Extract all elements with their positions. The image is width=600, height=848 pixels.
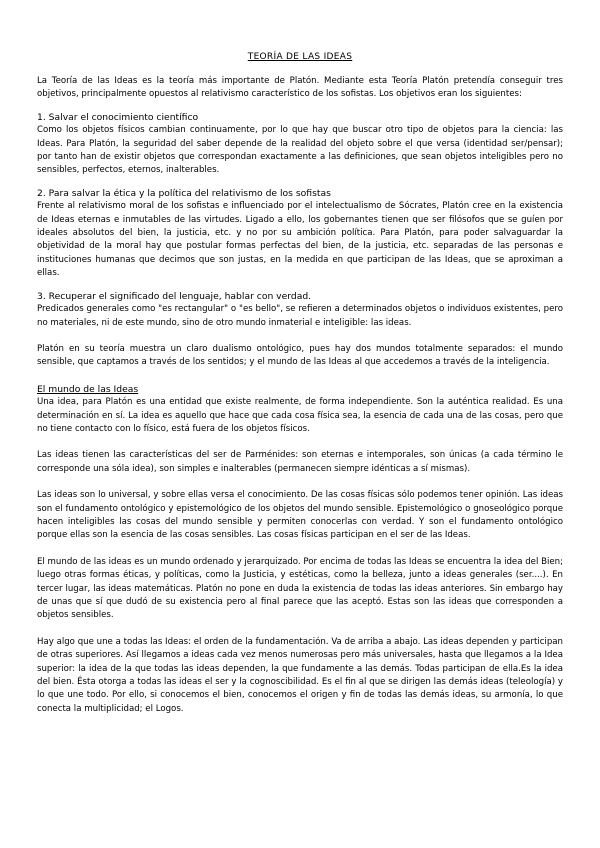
section-paragraph-4: El mundo de las ideas es un mundo ordenado y jerarquizado. Por encima de todas las Ideas se encuentra la idea del Bien; luego otras formas éticas, y políticas, como la Justicia, y estéticas, como la belleza, junto a ideas generales (ser....). En tercer lugar, las ideas matemáticas. Platón no pone en duda la existencia de todas las ideas anteriores. Sin embargo hay de unas que sí que dudó de su existencia pero al final parece que las aceptó. Estas son las ideas que corresponden a objetos sensibles.: [37, 556, 563, 621]
section-paragraph-5: Hay algo que une a todas las Ideas: el orden de la fundamentación. Va de arriba a abajo. Las ideas dependen y participan de otras superiores. Así llegamos a ideas cada vez menos numerosas pero más universales, hasta que llegamos a la Idea superior: la idea de la que todas las ideas dependen, la que fundamente a las demás. Todas participan de ella.Es la idea del bien. Ésta otorga a todas las ideas el ser y la cognoscibilidad. Es el fin al que se dirigen las demás ideas (teleología) y lo que une todo. Por ello, si conocemos el bien, conocemos el origen y fin de todas las demás ideas, su armonía, lo que conecta la multiplicidad; el Logos.: [37, 636, 563, 714]
objective-2-heading: 2. Para salvar la ética y la política del relativismo de los sofistas: [37, 187, 331, 199]
objective-1-heading: 1. Salvar el conocimiento científico: [37, 111, 199, 123]
objective-2-text: Frente al relativismo moral de los sofistas e influenciado por el intelectualismo de Sócrates, Platón cree en la existencia de Ideas eternas e inmutables de las virtudes. Ligado a ello, los gobernantes tienen que ser filósofos que se guíen por ideales absolutos del bien, la justicia, etc. y no por su ambición política. Para Platón, para poder salvaguardar la objetividad de la moral hay que postular formas perfectas del bien, de la justicia, etc. separadas de las personas e instituciones humanas que decimos que son justas, en la medida en que participan de las Ideas, que se aproximan a ellas.: [37, 201, 563, 279]
objective-3-text: Predicados generales como "es rectangular" o "es bello", se refieren a determinados objetos o individuos existentes, pero no materiales, ni de este mundo, sino de otro mundo inmaterial e inteligible: las ideas.: [37, 304, 563, 328]
section-paragraph-3: Las ideas son lo universal, y sobre ellas versa el conocimiento. De las cosas físicas sólo podemos tener opinión. Las ideas son el fundamento ontológico y epistemológico de los objetos del mundo sensible. Epistemológico o gnoseológico porque hacen inteligibles las cosas del mundo sensible y permiten conocerlas con verdad. Y son el fundamento ontológico porque ellas son la esencia de las cosas sensibles. Las cosas físicas participan en el ser de las Ideas.: [37, 490, 563, 541]
dualism-paragraph: Platón en su teoría muestra un claro dualismo ontológico, pues hay dos mundos totalmente separados: el mundo sensible, que captamos a través de los sentidos; y el mundo de las Ideas al que accedemos a través de la inteligencia.: [37, 343, 563, 368]
objective-3-heading: 3. Recuperar el significado del lenguaje, hablar con verdad.: [37, 290, 312, 302]
section-paragraph-2: Las ideas tienen las características del ser de Parménides: son eternas e intemporales, son únicas (a cada término le corresponde una sóla idea), son simples e inalterables (permanecen siempre idénticas a sí mismas).: [37, 450, 563, 474]
section-paragraph-1: Una idea, para Platón es una entidad que existe realmente, de forma independiente. Son la auténtica realidad. Es una determinación en sí. La idea es aquello que hace que cada cosa física sea, la esencia de cada una de las cosas, pero que no tiene contacto con lo físico, está fuera de los objetos físicos.: [37, 397, 563, 434]
intro-paragraph: La Teoría de las Ideas es la teoría más importante de Platón. Mediante esta Teoría Platón pretendía conseguir tres objetivos, principalmente opuestos al relativismo característico de los sofistas. Los objetivos eran los siguientes:: [37, 76, 563, 100]
document-title: TEORÍA DE LAS IDEAS: [247, 52, 353, 62]
section-heading: El mundo de las Ideas: [37, 383, 139, 395]
objective-1-text: Como los objetos físicos cambian continuamente, por lo que hay que buscar otro tipo de objetos para la ciencia: las Ideas. Para Platón, la seguridad del saber depende de la realidad del objeto sobre el que versa (identidad ser/pensar); por tanto han de existir objetos que correspondan exactamente a las definiciones, que sean objetos inteligibles pero no sensibles, perfectos, eternos, inalterables.: [37, 125, 563, 176]
